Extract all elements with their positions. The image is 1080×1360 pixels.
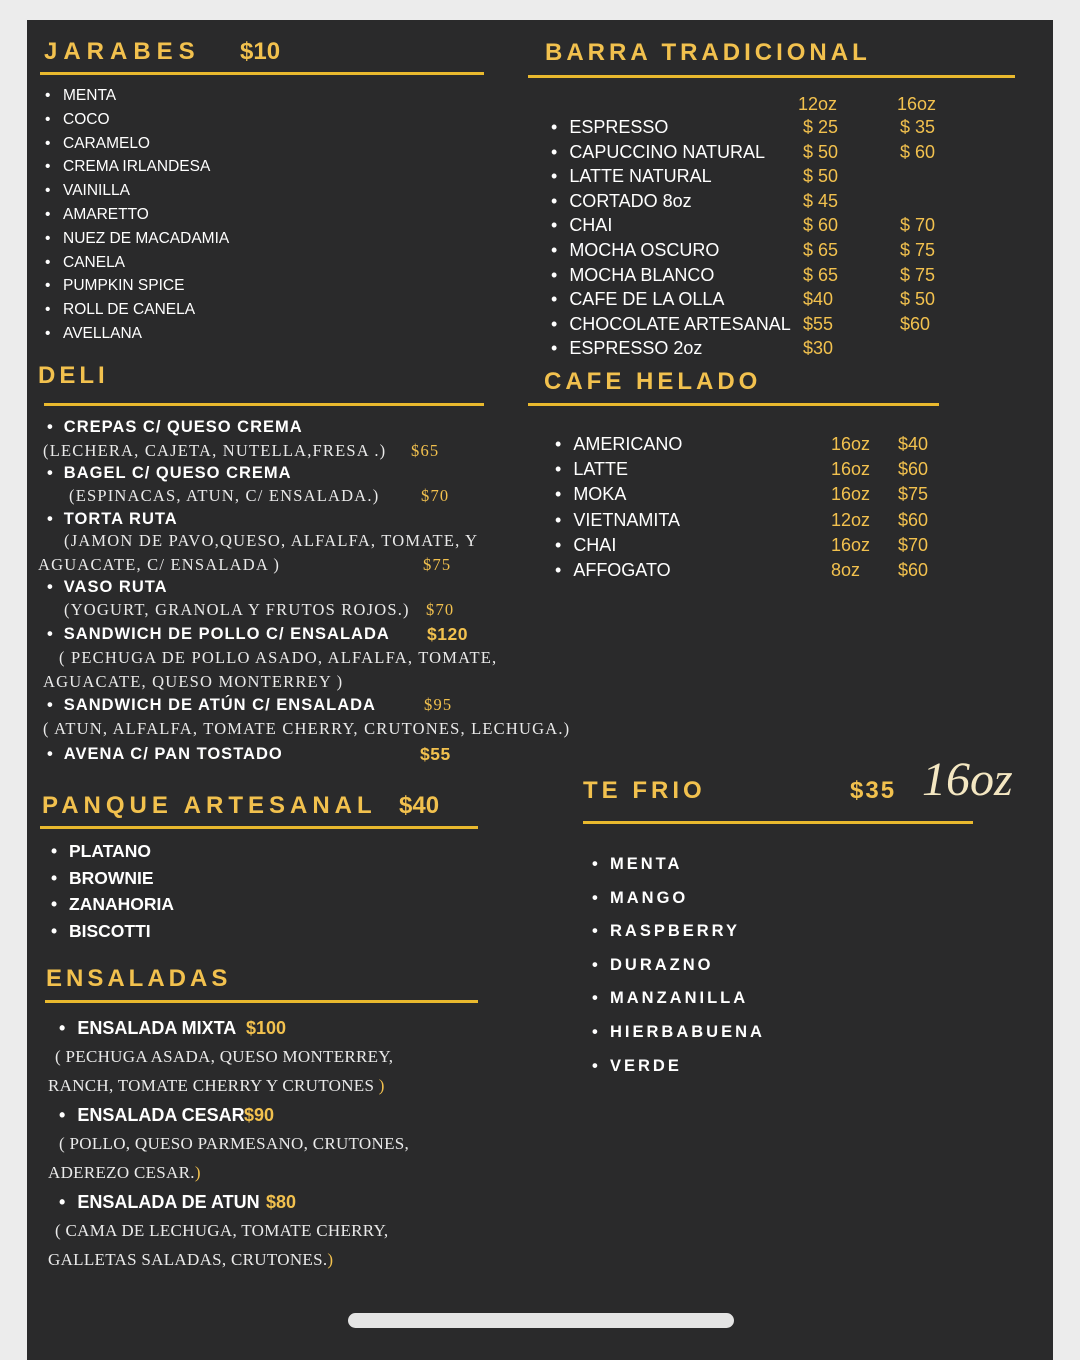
barra-item-price-12oz: $ 50 xyxy=(803,141,839,162)
deli-torta-price: $75 xyxy=(423,555,452,574)
jarabes-price: $10 xyxy=(240,38,281,65)
barra-title: BARRA TRADICIONAL xyxy=(545,39,871,66)
helado-item-name: • AFFOGATO xyxy=(555,560,671,581)
list-item: • HIERBABUENA xyxy=(590,1016,765,1050)
panque-price: $40 xyxy=(399,792,440,819)
deli-crepas-name: • CREPAS C/ QUESO CREMA xyxy=(47,418,303,437)
list-item: • PLATANO xyxy=(49,838,174,865)
deli-bagel-price: $70 xyxy=(421,486,450,505)
barra-item-price-16oz: $ 35 xyxy=(900,117,936,137)
barra-item-price-12oz: $ 60 xyxy=(803,215,839,236)
barra-item-price-12oz: $ 25 xyxy=(803,117,839,137)
barra-item-name: • CHAI xyxy=(551,215,612,236)
helado-item-name: • VIETNAMITA xyxy=(555,510,680,531)
barra-size-16oz: 16oz xyxy=(897,94,937,114)
tefrio-price: $35 xyxy=(850,777,897,804)
ensalada-mixta-close: ) xyxy=(378,1076,385,1095)
list-item: • VERDE xyxy=(590,1050,765,1084)
list-item: • NUEZ DE MACADAMIA xyxy=(43,227,229,251)
barra-item-name: • CHOCOLATE ARTESANAL xyxy=(551,314,791,335)
tefrio-title: TE FRIO xyxy=(583,777,706,804)
deli-sandatun-desc: ( ATUN, ALFALFA, TOMATE CHERRY, CRUTONES, LECHUGA.) xyxy=(43,719,571,738)
barra-item-price-12oz: $ 65 xyxy=(803,240,839,260)
barra-item-price-12oz: $ 65 xyxy=(803,264,839,285)
list-item: • AVELLANA xyxy=(43,322,229,346)
helado-item-size: 16oz xyxy=(831,459,871,480)
helado-title: CAFE HELADO xyxy=(544,368,762,395)
list-item: • DURAZNO xyxy=(590,949,765,983)
ensalada-cesar-price: $90 xyxy=(244,1105,275,1125)
barra-item-name: • LATTE NATURAL xyxy=(551,166,712,187)
helado-item-name: • CHAI xyxy=(555,535,616,556)
list-item: • CANELA xyxy=(43,251,229,275)
menu-board xyxy=(27,20,1053,1360)
list-item: • VAINILLA xyxy=(43,179,229,203)
deli-crepas-desc: (LECHERA, CAJETA, NUTELLA,FRESA .) xyxy=(43,441,387,460)
list-item: • BROWNIE xyxy=(49,865,174,892)
deli-title: DELI xyxy=(38,362,109,389)
panque-rule xyxy=(40,826,478,829)
helado-item-size: 16oz xyxy=(831,484,871,505)
helado-rule xyxy=(528,403,939,406)
list-item: • MENTA xyxy=(43,84,229,108)
helado-item-name: • MOKA xyxy=(555,484,626,505)
deli-sandatun-price: $95 xyxy=(424,695,453,714)
deli-avena-price: $55 xyxy=(420,744,451,764)
barra-item-price-12oz: $40 xyxy=(803,289,834,310)
deli-sandpollo-desc2: AGUACATE, QUESO MONTERREY ) xyxy=(43,672,344,691)
list-item: • ZANAHORIA xyxy=(49,891,174,918)
deli-sandatun-name: • SANDWICH DE ATÚN C/ ENSALADA xyxy=(47,696,376,715)
ensalada-atun-desc1: ( CAMA DE LECHUGA, TOMATE CHERRY, xyxy=(55,1221,389,1240)
ensalada-mixta-desc2-row xyxy=(48,1076,385,1096)
list-item: • MANGO xyxy=(590,882,765,916)
helado-item-name: • LATTE xyxy=(555,459,628,480)
barra-item-name: • CAFE DE LA OLLA xyxy=(551,289,724,310)
list-item: • ROLL DE CANELA xyxy=(43,298,229,322)
barra-item-price-16oz: $60 xyxy=(900,313,931,334)
barra-item-name: • CORTADO 8oz xyxy=(551,191,692,212)
list-item: • CARAMELO xyxy=(43,132,229,156)
ensalada-mixta-desc1: ( PECHUGA ASADA, QUESO MONTERREY, xyxy=(55,1047,394,1066)
ensalada-atun-desc2: GALLETAS SALADAS, CRUTONES. xyxy=(48,1250,328,1269)
deli-torta-desc2: AGUACATE, C/ ENSALADA ) xyxy=(38,555,281,574)
ensalada-atun-price: $80 xyxy=(266,1192,297,1212)
ensalada-mixta-desc2: RANCH, TOMATE CHERRY Y CRUTONES xyxy=(48,1076,375,1095)
barra-item-price-16oz: $ 75 xyxy=(900,264,936,285)
panque-title: PANQUE ARTESANAL xyxy=(42,792,377,819)
helado-item-price: $60 xyxy=(898,560,929,580)
list-item: • PUMPKIN SPICE xyxy=(43,274,229,298)
barra-item-name: • ESPRESSO xyxy=(551,117,668,138)
ensaladas-title: ENSALADAS xyxy=(46,965,232,992)
ensalada-cesar-desc2: ADEREZO CESAR. xyxy=(48,1163,195,1182)
list-item: • MENTA xyxy=(590,848,765,882)
deli-vaso-price: $70 xyxy=(426,600,455,619)
ensaladas-rule xyxy=(45,1000,478,1003)
barra-item-price-16oz: $ 75 xyxy=(900,240,936,260)
barra-item-name: • MOCHA BLANCO xyxy=(551,265,714,286)
deli-avena-name: • AVENA C/ PAN TOSTADO xyxy=(47,745,283,764)
jarabes-rule xyxy=(40,72,484,75)
list-item: • MANZANILLA xyxy=(590,982,765,1016)
helado-item-price: $60 xyxy=(898,459,929,480)
list-item: • AMARETTO xyxy=(43,203,229,227)
barra-item-name: • CAPUCCINO NATURAL xyxy=(551,142,765,163)
jarabes-title: JARABES xyxy=(44,38,201,65)
barra-item-name: • ESPRESSO 2oz xyxy=(551,338,702,359)
deli-torta-desc1: (JAMON DE PAVO,QUESO, ALFALFA, TOMATE, Y xyxy=(64,531,479,550)
deli-bagel-name: • BAGEL C/ QUESO CREMA xyxy=(47,464,292,483)
ensalada-cesar-name: • ENSALADA CESAR xyxy=(59,1105,245,1126)
tefrio-rule xyxy=(583,821,973,824)
helado-item-size: 16oz xyxy=(831,434,871,454)
tefrio-size: 16oz xyxy=(922,753,1013,806)
helado-item-price: $40 xyxy=(898,434,929,454)
list-item: • CREMA IRLANDESA xyxy=(43,155,229,179)
list-item: • COCO xyxy=(43,108,229,132)
ensalada-atun-close: ) xyxy=(327,1250,334,1269)
jarabes-list xyxy=(43,84,229,346)
barra-item-price-12oz: $30 xyxy=(803,338,834,359)
barra-item-price-12oz: $ 50 xyxy=(803,166,839,187)
scroll-indicator[interactable] xyxy=(348,1313,734,1328)
helado-item-size: 16oz xyxy=(831,534,871,555)
ensalada-atun-desc2-row xyxy=(48,1250,333,1270)
ensalada-atun-name: • ENSALADA DE ATUN xyxy=(59,1192,260,1213)
helado-item-price: $60 xyxy=(898,509,929,530)
deli-sandpollo-price: $120 xyxy=(427,624,468,644)
barra-item-price-16oz: $ 60 xyxy=(900,141,936,162)
barra-item-price-16oz: $ 70 xyxy=(900,215,936,236)
helado-item-size: 8oz xyxy=(831,560,861,580)
tefrio-list xyxy=(590,848,765,1083)
ensalada-cesar-desc2-row xyxy=(48,1163,201,1183)
deli-rule xyxy=(44,403,484,406)
helado-item-size: 12oz xyxy=(831,509,871,530)
list-item: • RASPBERRY xyxy=(590,915,765,949)
list-item: • BISCOTTI xyxy=(49,918,174,945)
helado-item-name: • AMERICANO xyxy=(555,434,682,455)
panque-list xyxy=(49,838,174,945)
ensalada-cesar-close: ) xyxy=(194,1163,201,1182)
deli-sandpollo-desc1: ( PECHUGA DE POLLO ASADO, ALFALFA, TOMATE, xyxy=(59,648,498,667)
barra-rule xyxy=(528,75,1015,78)
deli-vaso-name: • VASO RUTA xyxy=(47,578,168,597)
barra-item-price-12oz: $55 xyxy=(803,313,834,334)
ensalada-cesar-desc1: ( POLLO, QUESO PARMESANO, CRUTONES, xyxy=(59,1134,410,1153)
barra-item-price-16oz: $ 50 xyxy=(900,289,936,310)
deli-bagel-desc: (ESPINACAS, ATUN, C/ ENSALADA.) xyxy=(69,486,380,505)
barra-size-12oz: 12oz xyxy=(798,94,838,114)
deli-torta-name: • TORTA RUTA xyxy=(47,510,178,529)
helado-item-price: $70 xyxy=(898,534,929,555)
deli-sandpollo-name: • SANDWICH DE POLLO C/ ENSALADA xyxy=(47,625,390,644)
ensalada-mixta-name: • ENSALADA MIXTA xyxy=(59,1018,236,1039)
barra-item-name: • MOCHA OSCURO xyxy=(551,240,719,261)
barra-item-price-12oz: $ 45 xyxy=(803,190,839,211)
helado-item-price: $75 xyxy=(898,484,929,505)
ensalada-mixta-price: $100 xyxy=(246,1018,287,1038)
deli-crepas-price: $65 xyxy=(411,441,440,460)
deli-vaso-desc: (YOGURT, GRANOLA Y FRUTOS ROJOS.) xyxy=(64,600,410,619)
